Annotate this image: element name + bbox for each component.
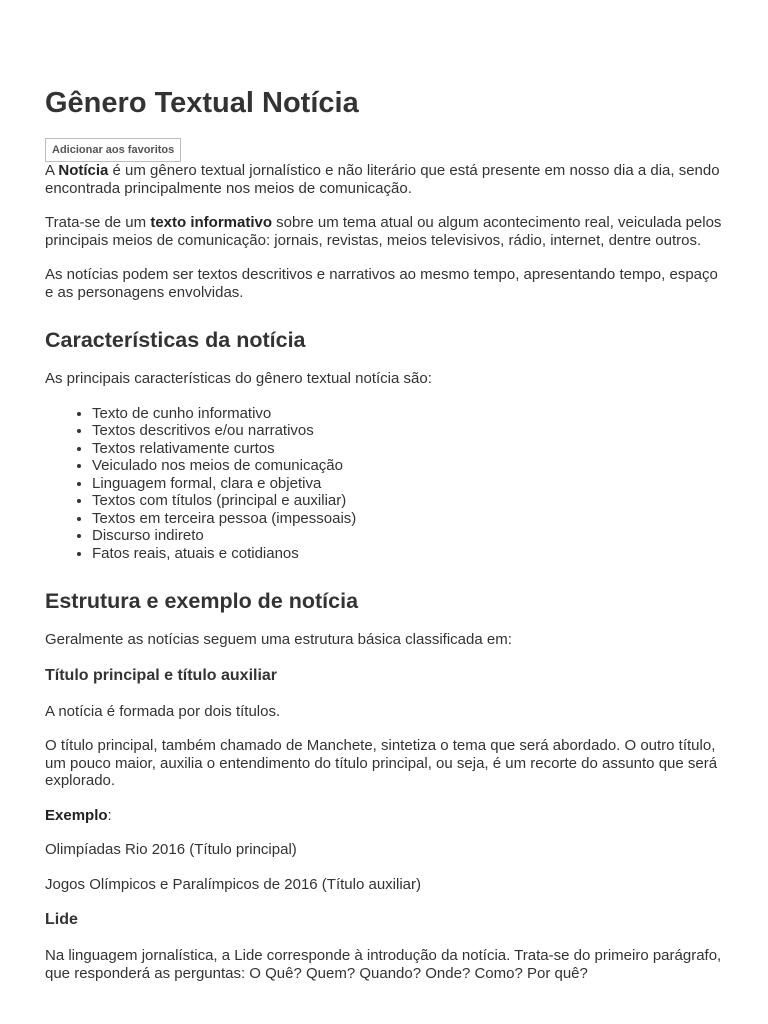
- intro-paragraph-3: As notícias podem ser textos descritivos e narrativos ao mesmo tempo, apresentando tempo, espaço e as personagens envolvidas.: [45, 266, 718, 301]
- example-label-bold: Exemplo: [45, 806, 108, 824]
- example-aux-title: Jogos Olímpicos e Paralímpicos de 2016 (Título auxiliar): [45, 875, 421, 893]
- list-item: • Discurso indireto: [92, 527, 725, 545]
- list-item: • Fatos reais, atuais e cotidianos: [92, 545, 725, 563]
- example-label: [45, 807, 725, 825]
- structure-lead: Geralmente as notícias seguem uma estrutura básica classificada em:: [45, 631, 512, 648]
- lide-paragraph-1: Na linguagem jornalística, a Lide corresponde à introdução da notícia. Trata-se do primeiro parágrafo, que responderá as perguntas: O Quê? Quem? Quando? Onde? Como? Por quê?: [45, 947, 722, 982]
- list-item: • Textos descritivos e/ou narrativos: [92, 422, 725, 440]
- example-main-title: Olimpíadas Rio 2016 (Título principal): [45, 841, 297, 858]
- titles-paragraph-1: A notícia é formada por dois títulos.: [45, 702, 281, 720]
- intro-text: é um gênero textual jornalístico e não literário que está presente em nosso dia a dia, sendo encontrada principalmente nos meios de comunicação.: [45, 162, 720, 197]
- intro-paragraph-1: [45, 162, 725, 197]
- lide-subheading: Lide: [45, 911, 78, 928]
- structure-heading: Estrutura e exemplo de notícia: [45, 589, 359, 613]
- list-item: • Veiculado nos meios de comunicação: [92, 457, 725, 475]
- intro-text: Trata-se de um: [45, 214, 151, 231]
- list-item: • Texto de cunho informativo: [92, 405, 725, 423]
- list-item: • Textos com títulos (principal e auxiliar): [92, 492, 725, 510]
- characteristics-heading: Características da notícia: [45, 328, 306, 352]
- characteristics-list: [45, 405, 725, 563]
- article-content: [45, 162, 725, 999]
- list-item: • Textos em terceira pessoa (impessoais): [92, 510, 725, 528]
- add-to-favorites-button[interactable]: Adicionar aos favoritos: [45, 138, 181, 162]
- characteristics-lead: As principais características do gênero textual notícia são:: [45, 370, 432, 387]
- intro-paragraph-2: [45, 214, 725, 249]
- intro-bold-term: Notícia: [58, 162, 109, 179]
- intro-bold-term: texto informativo: [150, 214, 273, 231]
- titles-subheading: Título principal e título auxiliar: [45, 666, 278, 684]
- list-item: • Textos relativamente curtos: [92, 440, 725, 458]
- page-title: Gênero Textual Notícia: [45, 87, 359, 119]
- example-colon: :: [107, 806, 112, 824]
- titles-paragraph-2: O título principal, também chamado de Manchete, sintetiza o tema que será abordado. O outro título, um pouco maior, auxilia o entendimento do título principal, ou seja, é um recorte do assunto que será explorado.: [45, 737, 718, 789]
- intro-text: A: [45, 162, 59, 179]
- list-item: • Linguagem formal, clara e objetiva: [92, 475, 725, 493]
- intro-text: sobre um tema atual ou algum acontecimento real, veiculada pelos principais meios de comunicação: jornais, revistas, meios televisivos, rádio, internet, dentre outros.: [45, 214, 722, 249]
